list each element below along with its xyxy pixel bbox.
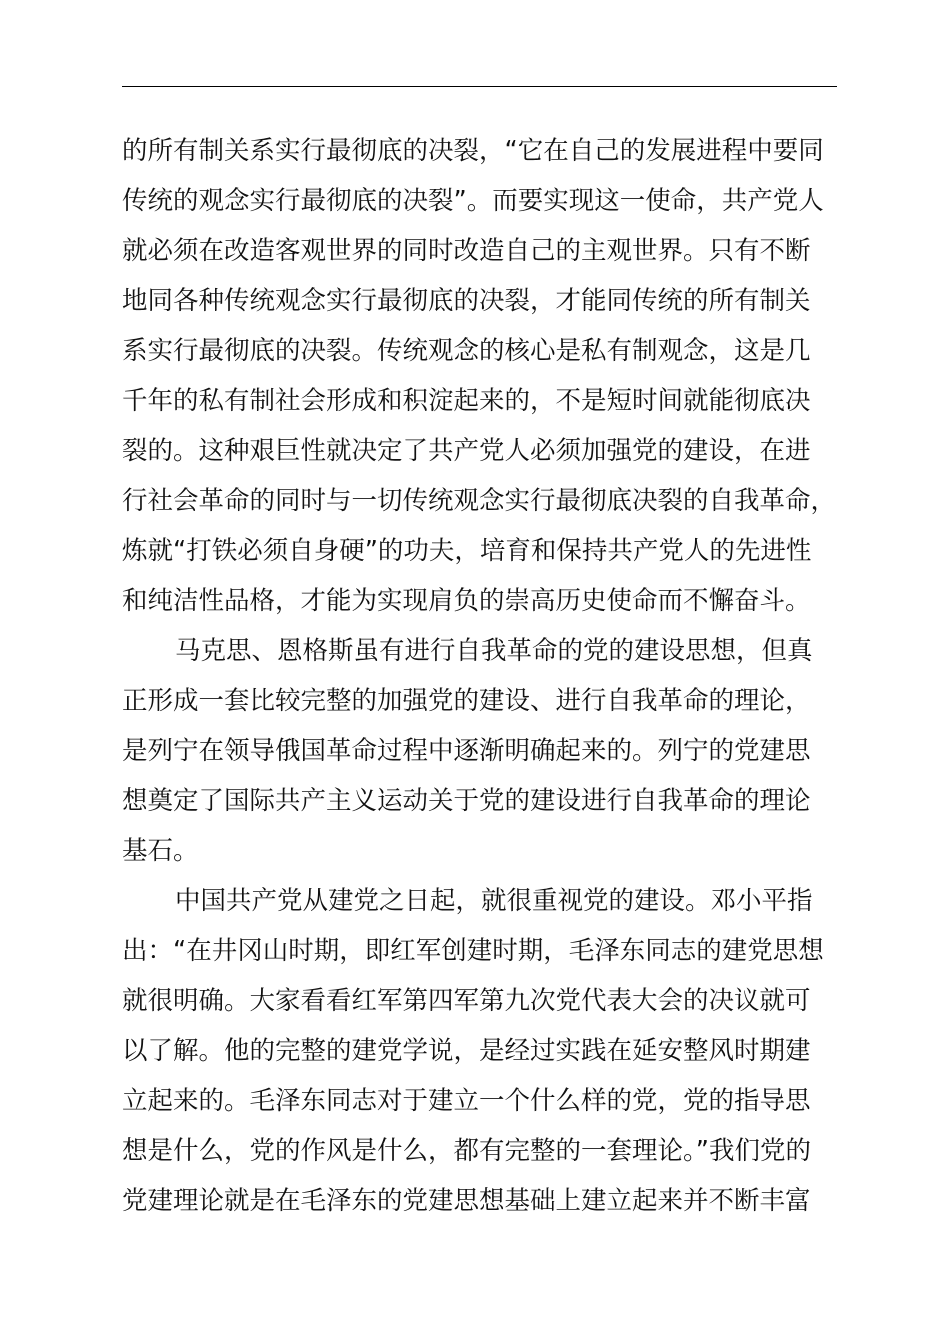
paragraph	[122, 626, 837, 876]
paragraph	[122, 876, 837, 1226]
text-line: 立起来的。毛泽东同志对于建立一个什么样的党，党的指导思	[122, 1086, 811, 1116]
text-line: 马克思、恩格斯虽有进行自我革命的党的建设思想，但真	[175, 636, 813, 666]
text-line: 中国共产党从建党之日起，就很重视党的建设。邓小平指	[175, 886, 813, 916]
text-line: 正形成一套比较完整的加强党的建设、进行自我革命的理论，	[122, 686, 811, 716]
text-line: 就很明确。大家看看红军第四军第九次党代表大会的决议就可	[122, 986, 811, 1016]
text-line: 和纯洁性品格，才能为实现肩负的崇高历史使命而不懈奋斗。	[122, 586, 811, 616]
text-line: 出：“在井冈山时期，即红军创建时期，毛泽东同志的建党思想	[122, 936, 824, 966]
text-line: 基石。	[122, 836, 199, 866]
text-line: 传统的观念实行最彻底的决裂”。而要实现这一使命，共产党人	[122, 186, 824, 216]
text-line: 想奠定了国际共产主义运动关于党的建设进行自我革命的理论	[122, 786, 811, 816]
text-line: 是列宁在领导俄国革命过程中逐渐明确起来的。列宁的党建思	[122, 736, 811, 766]
text-line: 想是什么，党的作风是什么，都有完整的一套理论。”我们党的	[122, 1136, 811, 1166]
text-line: 就必须在改造客观世界的同时改造自己的主观世界。只有不断	[122, 236, 811, 266]
text-line: 裂的。这种艰巨性就决定了共产党人必须加强党的建设，在进	[122, 436, 811, 466]
text-line: 的所有制关系实行最彻底的决裂，“它在自己的发展进程中要同	[122, 136, 824, 166]
text-line: 炼就“打铁必须自身硬”的功夫，培育和保持共产党人的先进性	[122, 536, 812, 566]
header-rule	[122, 86, 837, 87]
paragraph	[122, 126, 837, 626]
text-line: 地同各种传统观念实行最彻底的决裂，才能同传统的所有制关	[122, 286, 811, 316]
text-line: 系实行最彻底的决裂。传统观念的核心是私有制观念，这是几	[122, 336, 811, 366]
document-body	[122, 126, 837, 1226]
text-line: 以了解。他的完整的建党学说，是经过实践在延安整风时期建	[122, 1036, 811, 1066]
text-line: 行社会革命的同时与一切传统观念实行最彻底决裂的自我革命，	[122, 486, 837, 516]
text-line: 党建理论就是在毛泽东的党建思想基础上建立起来并不断丰富	[122, 1186, 811, 1216]
text-line: 千年的私有制社会形成和积淀起来的，不是短时间就能彻底决	[122, 386, 811, 416]
